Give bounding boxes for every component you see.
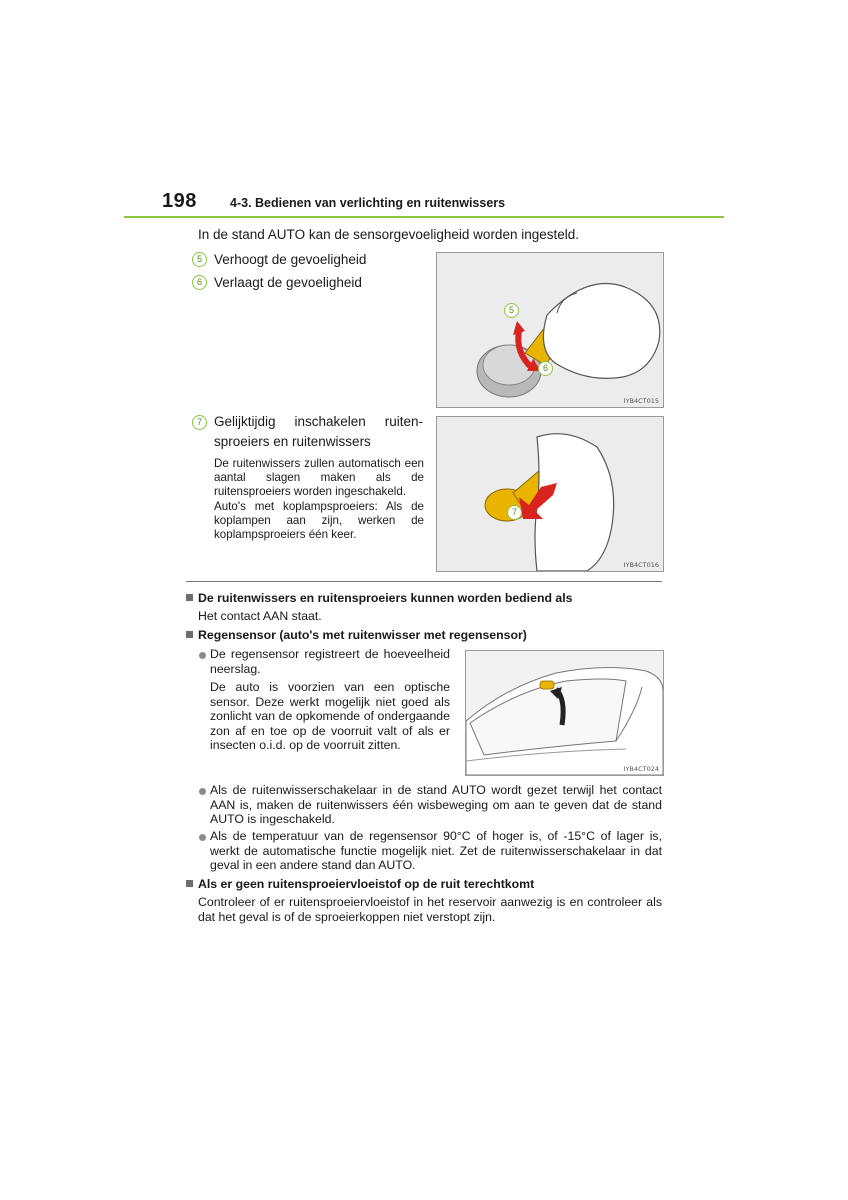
- section-divider: [186, 581, 662, 582]
- square-bullet-icon: [186, 631, 193, 638]
- intro-text: In de stand AUTO kan de sensorgevoeligheid worden ingesteld.: [198, 227, 579, 242]
- figure-washer-pull: [436, 416, 664, 572]
- figure-code: IYB4CT015: [623, 397, 659, 405]
- header-rule: [124, 216, 724, 218]
- heading-no-washer-fluid: Als er geen ruitensproeiervloeistof op de ruit terechtkomt: [186, 877, 534, 891]
- no-washer-fluid-text: Controleer of er ruitensproeiervloeistof in het reservoir aanwezig is en controleer als dat het geval is of de sproeierkoppen niet verstopt zijn.: [198, 895, 662, 924]
- round-bullet-icon: [199, 834, 206, 841]
- item-7-line1: Gelijktijdig inschakelen ruiten-: [214, 414, 423, 429]
- operable-when-text: Het contact AAN staat.: [198, 609, 322, 623]
- square-bullet-icon: [186, 880, 193, 887]
- figure-code: IYB4CT024: [623, 765, 659, 773]
- callout-5-icon: 5: [192, 252, 207, 267]
- square-bullet-icon: [186, 594, 193, 601]
- item-5-text: Verhoogt de gevoeligheid: [214, 252, 367, 267]
- figure-rain-sensor-windshield: [465, 650, 664, 776]
- figure-sensitivity-knob: [436, 252, 664, 408]
- rain-sensor-bullet-2: Als de ruitenwisserschakelaar in de stand AUTO wordt gezet terwijl het contact AAN is, maken de ruitenwissers één wisbeweging om aan te geven dat de stand AUTO is ingeschakeld.: [210, 783, 662, 826]
- figure-callout-6-icon: 6: [538, 361, 553, 376]
- rain-sensor-bullet-1-extra: De auto is voorzien van een optische sensor. Deze werkt mogelijk niet goed als zonlicht van de opkomende of ondergaande zon af en toe op de voorruit valt of als er insecten o.i.d. op de voorruit zitten.: [210, 680, 450, 752]
- item-7-line2: sproeiers en ruitenwissers: [214, 434, 371, 449]
- callout-6-icon: 6: [192, 275, 207, 290]
- item-7-note-washers: De ruitenwissers zullen automatisch een aantal slagen maken als de ruitensproeiers worden ingeschakeld.: [214, 457, 424, 499]
- callout-7-icon: 7: [192, 415, 207, 430]
- round-bullet-icon: [199, 788, 206, 795]
- heading-operable-when: De ruitenwissers en ruitensproeiers kunnen worden bediend als: [186, 591, 572, 605]
- round-bullet-icon: [199, 652, 206, 659]
- figure-callout-7-icon: 7: [507, 505, 522, 520]
- rain-sensor-bullet-3: Als de temperatuur van de regensensor 90°C of hoger is, of -15°C of lager is, werkt de automatische functie mogelijk niet. Zet de ruitenwisserschakelaar in dat geval in een andere stand dan AUTO.: [210, 829, 662, 872]
- item-7-note-headlamp: Auto's met koplampsproeiers: Als de koplampen aan zijn, werken de koplampsproeiers één keer.: [214, 500, 424, 542]
- rain-sensor-bullet-1: De regensensor registreert de hoeveelheid neerslag.: [210, 647, 450, 676]
- figure-callout-5-icon: 5: [504, 303, 519, 318]
- heading-rain-sensor: Regensensor (auto's met ruitenwisser met regensensor): [186, 628, 527, 642]
- section-title: 4-3. Bedienen van verlichting en ruitenwissers: [230, 196, 506, 210]
- figure-code: IYB4CT016: [623, 561, 659, 569]
- item-6-text: Verlaagt de gevoeligheid: [214, 275, 362, 290]
- page-number: 198: [162, 190, 197, 212]
